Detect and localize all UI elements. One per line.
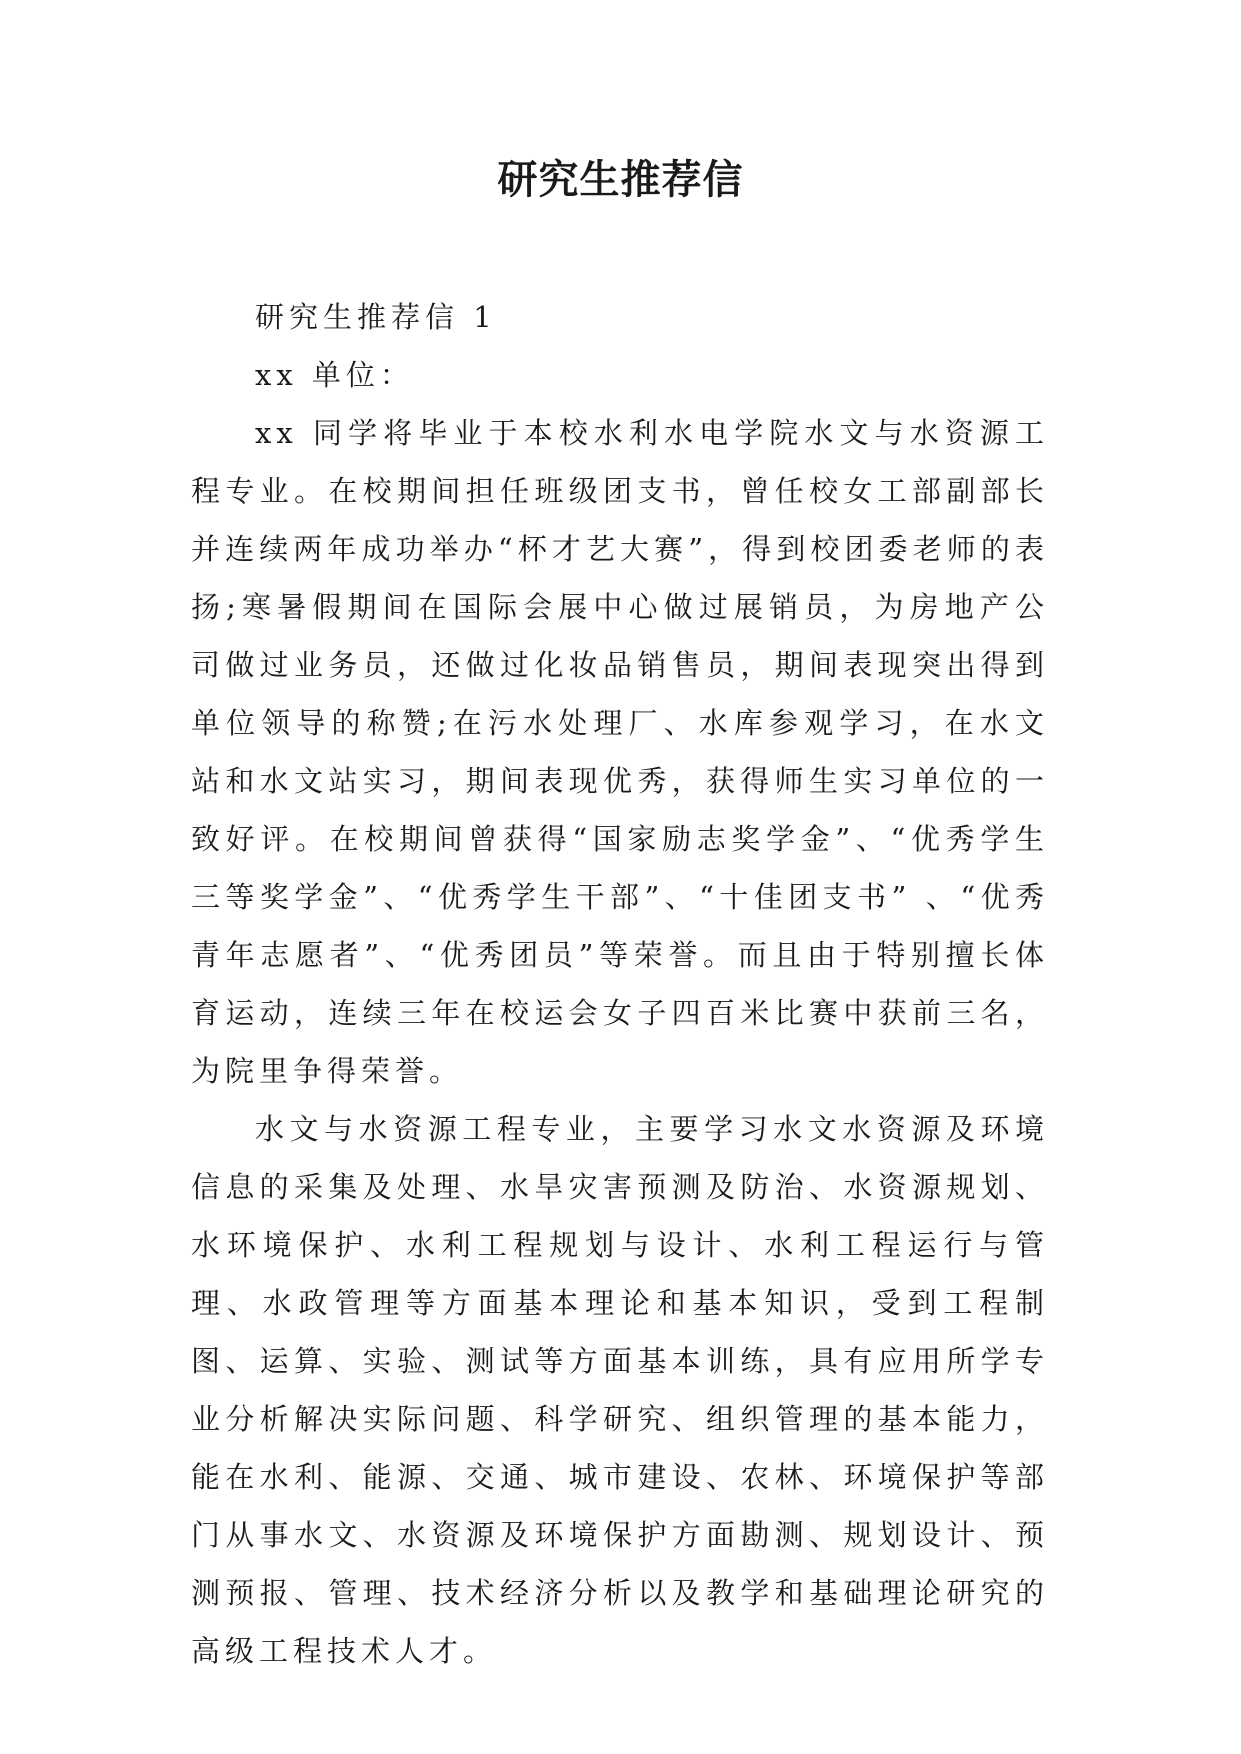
salutation: xx 单位： xyxy=(255,358,414,392)
letter-heading: 研究生推荐信 1 xyxy=(255,300,497,334)
document-title: 研究生推荐信 xyxy=(497,156,744,203)
body-paragraph-2: 水文与水资源工程专业，主要学习水文水资源及环境信息的采集及处理、水旱灾害预测及防治、水资源规划、水环境保护、水利工程规划与设计、水利工程运行与管理、水政管理等方面基本理论和基本知识，受到工程制图、运算、实验、测试等方面基本训练，具有应用所学专业分析解决实际问题、科学研究、组织管理的基本能力，能在水利、能源、交通、城市建设、农林、环境保护等部门从事水文、水资源及环境保护方面勘测、规划设计、预测预报、管理、技术经济分析以及教学和基础理论研究的高级工程技术人才。 xyxy=(191,1112,1049,1668)
document-body xyxy=(191,288,1049,1680)
body-paragraph-1: xx 同学将毕业于本校水利水电学院水文与水资源工程专业。在校期间担任班级团支书，曾任校女工部副部长并连续两年成功举办“杯才艺大赛”，得到校团委老师的表扬;寒暑假期间在国际会展中心做过展销员，为房地产公司做过业务员，还做过化妆品销售员，期间表现突出得到单位领导的称赞;在污水处理厂、水库参观学习，在水文站和水文站实习，期间表现优秀，获得师生实习单位的一致好评。在校期间曾获得“国家励志奖学金”、“优秀学生三等奖学金”、“优秀学生干部”、“十佳团支书” 、“优秀青年志愿者”、“优秀团员”等荣誉。而且由于特别擅长体育运动，连续三年在校运会女子四百米比赛中获前三名，为院里争得荣誉。 xyxy=(191,416,1049,1088)
